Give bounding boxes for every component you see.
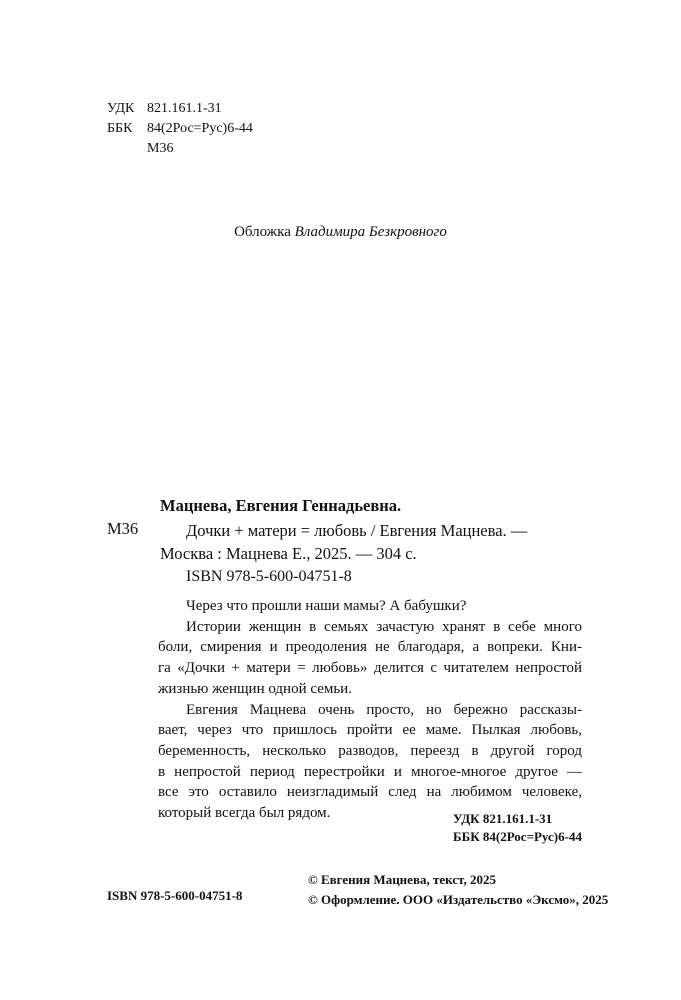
author-mark: М36 — [107, 519, 139, 538]
publisher-line: Москва : Мацнева Е., 2025. — 304 с. — [160, 544, 417, 563]
copyright-block — [308, 870, 608, 910]
abstract-line: беременность, несколько разводов, переезд в другой город — [158, 742, 582, 759]
copyright-design: © Оформление. ООО «Издательство «Эксмо», 2025 — [308, 892, 609, 907]
abstract-line: Истории женщин в семьях зачастую хранят в себе много — [186, 618, 582, 635]
abstract-line: Евгения Мацнева очень просто, но бережно рассказы- — [186, 701, 582, 718]
udk-line — [107, 99, 222, 119]
abstract — [158, 596, 582, 824]
bbk-line — [107, 119, 253, 139]
isbn-record: ISBN 978-5-600-04751-8 — [186, 568, 352, 585]
abstract-line: все это оставило неизгладимый след на любимом человеке, — [158, 784, 582, 801]
title-line: Дочки + матери = любовь / Евгения Мацнева. — — [186, 521, 528, 540]
udk-value: 821.161.1-31 — [147, 101, 222, 116]
abstract-line: жизнью женщин одной семьи. — [158, 680, 352, 697]
abstract-line: в непростой период перестройки и многое-многое другое — — [158, 763, 582, 780]
bbk-value: 84(2Рос=Рус)6-44 — [147, 121, 253, 136]
copyright-text: © Евгения Мацнева, текст, 2025 — [308, 872, 496, 887]
author-mark-top: М36 — [147, 141, 174, 156]
author-heading: Мацнева, Евгения Геннадьевна. — [160, 496, 402, 515]
cover-artist: Владимира Безкровного — [294, 224, 447, 240]
abstract-line: вает, через что пришлось пройти ее маме. Пылкая любовь, — [158, 722, 582, 739]
bbk-key: ББК — [107, 121, 133, 136]
bbk-bottom: ББК 84(2Рос=Рус)6-44 — [453, 829, 582, 844]
cover-credit — [0, 224, 681, 241]
bibliographic-description — [160, 519, 527, 565]
cover-credit-prefix: Обложка — [234, 224, 291, 240]
udk-key: УДК — [107, 101, 135, 116]
abstract-line: который всегда был рядом. — [158, 805, 331, 822]
abstract-line: Через что прошли наши мамы? А бабушки? — [186, 598, 467, 614]
abstract-line: боли, смирения и преодоления не благодаря, а вопреки. Кни- — [158, 639, 582, 656]
classification-bottom — [453, 810, 582, 846]
abstract-line: га «Дочки + матери = любовь» делится с читателем непростой — [158, 660, 582, 677]
isbn-footer: ISBN 978-5-600-04751-8 — [107, 888, 243, 903]
udk-bottom: УДК 821.161.1-31 — [453, 811, 553, 826]
